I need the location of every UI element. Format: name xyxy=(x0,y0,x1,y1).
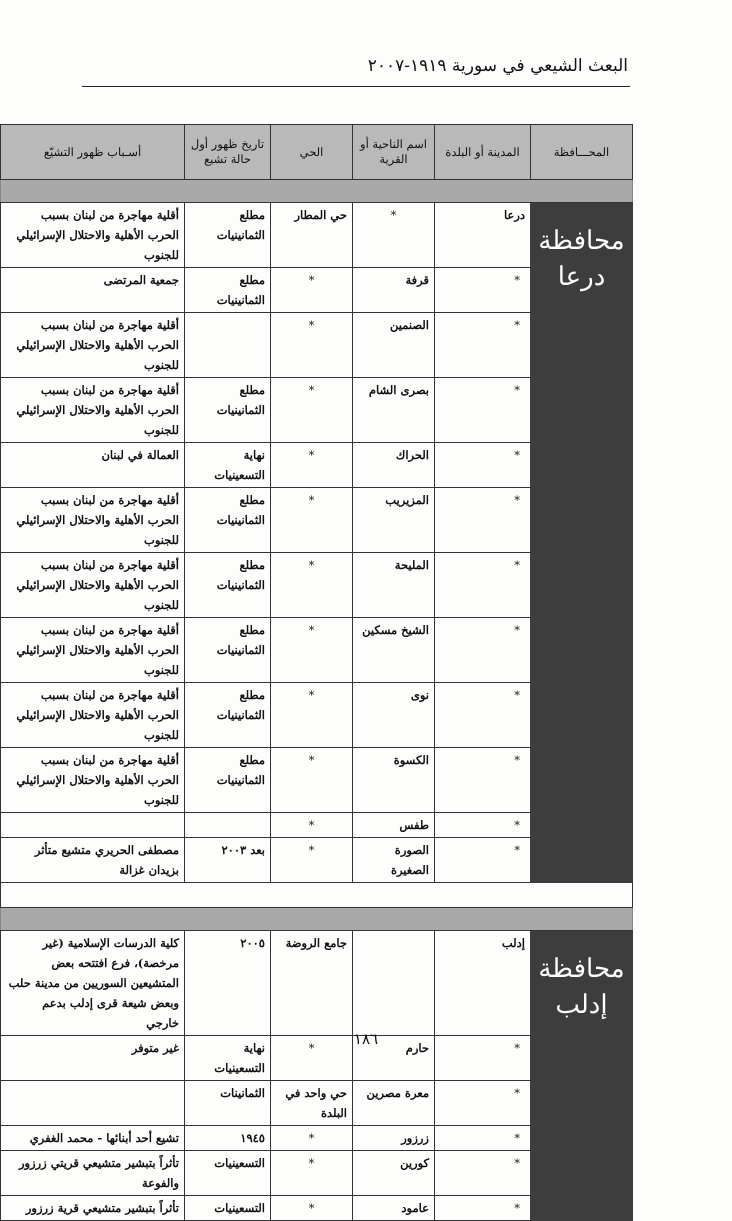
reasons-cell: كلية الدرسات الإسلامية (غير مرخصة)، فرع افتتحه بعض المتشيعين السوريين من مدينة حلب وبعض شيعة قرى إدلب بدعم خارجي xyxy=(1,931,185,1036)
date-cell: مطلع الثمانينيات xyxy=(185,378,271,443)
city-cell: * xyxy=(435,1081,531,1126)
date-cell: مطلع الثمانينيات xyxy=(185,553,271,618)
col-reasons: أسـباب ظهور التشيّع xyxy=(1,125,185,180)
city-cell: * xyxy=(435,748,531,813)
col-date: تاريخ ظهور أول حالة تشيع xyxy=(185,125,271,180)
gap-cell xyxy=(1,883,633,908)
city-cell: * xyxy=(435,488,531,553)
governorate-cell: محافظة درعا xyxy=(531,203,633,883)
group-separator-band xyxy=(1,908,633,931)
date-cell: بعد ٢٠٠٣ xyxy=(185,838,271,883)
village-cell: الشيخ مسكين xyxy=(353,618,435,683)
city-cell: * xyxy=(435,378,531,443)
city-cell: * xyxy=(435,1196,531,1221)
date-cell: مطلع الثمانينيات xyxy=(185,748,271,813)
col-city: المدينة أو البلدة xyxy=(435,125,531,180)
col-village: اسم الناحية أو القرية xyxy=(353,125,435,180)
date-cell: الثمانينات xyxy=(185,1081,271,1126)
village-cell: * xyxy=(353,203,435,268)
district-cell: * xyxy=(271,268,353,313)
village-cell: المزيريب xyxy=(353,488,435,553)
reasons-cell: أقلية مهاجرة من لبنان بسبب الحرب الأهلية والاحتلال الإسرائيلي للجنوب xyxy=(1,488,185,553)
governorate-cell: محافظة إدلب xyxy=(531,931,633,1221)
reasons-cell xyxy=(1,1081,185,1126)
reasons-cell: أقلية مهاجرة من لبنان بسبب الحرب الأهلية والاحتلال الإسرائيلي للجنوب xyxy=(1,618,185,683)
village-cell xyxy=(353,931,435,1036)
reasons-cell: تأثراً بتبشير متشيعي قريتي زرزور والفوعة xyxy=(1,1151,185,1196)
village-cell: قرفة xyxy=(353,268,435,313)
district-cell: * xyxy=(271,553,353,618)
header-rule xyxy=(82,86,630,87)
date-cell: مطلع الثمانينيات xyxy=(185,488,271,553)
village-cell: بصرى الشام xyxy=(353,378,435,443)
separator-cell xyxy=(1,180,633,203)
page-number: ١٨٦ xyxy=(353,1030,379,1048)
village-cell: عامود xyxy=(353,1196,435,1221)
city-cell: * xyxy=(435,553,531,618)
table-row xyxy=(1,931,633,1036)
date-cell: ١٩٤٥ xyxy=(185,1126,271,1151)
date-cell: مطلع الثمانينيات xyxy=(185,268,271,313)
city-cell: * xyxy=(435,1036,531,1081)
village-cell: كورين xyxy=(353,1151,435,1196)
separator-cell xyxy=(1,908,633,931)
shia-spread-table xyxy=(0,124,633,1221)
village-cell: طفس xyxy=(353,813,435,838)
city-cell: درعا xyxy=(435,203,531,268)
district-cell: * xyxy=(271,313,353,378)
date-cell xyxy=(185,313,271,378)
date-cell: مطلع الثمانينيات xyxy=(185,683,271,748)
city-cell: * xyxy=(435,268,531,313)
table-header-row xyxy=(1,125,633,180)
reasons-cell: أقلية مهاجرة من لبنان بسبب الحرب الأهلية والاحتلال الإسرائيلي للجنوب xyxy=(1,378,185,443)
date-cell: التسعينيات xyxy=(185,1196,271,1221)
reasons-cell: غير متوفر xyxy=(1,1036,185,1081)
village-cell: حارم xyxy=(353,1036,435,1081)
district-cell: * xyxy=(271,618,353,683)
date-cell: مطلع الثمانينيات xyxy=(185,618,271,683)
table-body xyxy=(1,180,633,1221)
district-cell: حي المطار xyxy=(271,203,353,268)
col-district: الحي xyxy=(271,125,353,180)
reasons-cell: أقلية مهاجرة من لبنان بسبب الحرب الأهلية والاحتلال الإسرائيلي للجنوب xyxy=(1,553,185,618)
city-cell: * xyxy=(435,313,531,378)
district-cell: * xyxy=(271,1151,353,1196)
reasons-cell: أقلية مهاجرة من لبنان بسبب الحرب الأهلية والاحتلال الإسرائيلي للجنوب xyxy=(1,203,185,268)
date-cell: ٢٠٠٥ xyxy=(185,931,271,1036)
city-cell: * xyxy=(435,443,531,488)
district-cell: * xyxy=(271,443,353,488)
village-cell: نوى xyxy=(353,683,435,748)
city-cell: * xyxy=(435,683,531,748)
group-separator-band xyxy=(1,180,633,203)
col-governorate: المحـــافظة xyxy=(531,125,633,180)
date-cell: مطلع الثمانينيات xyxy=(185,203,271,268)
running-head-title: البعث الشيعي في سورية ١٩١٩-٢٠٠٧ xyxy=(367,56,628,76)
table-row xyxy=(1,203,633,268)
village-cell: الكسوة xyxy=(353,748,435,813)
date-cell: التسعينيات xyxy=(185,1151,271,1196)
district-cell: جامع الروضة xyxy=(271,931,353,1036)
village-cell: زرزور xyxy=(353,1126,435,1151)
reasons-cell: تأثراً بتبشير متشيعي قرية زرزور xyxy=(1,1196,185,1221)
city-cell: * xyxy=(435,813,531,838)
city-cell: * xyxy=(435,1151,531,1196)
reasons-cell: العمالة في لبنان xyxy=(1,443,185,488)
district-cell: * xyxy=(271,1036,353,1081)
village-cell: الصنمين xyxy=(353,313,435,378)
group-gap xyxy=(1,883,633,908)
date-cell: نهاية التسعينيات xyxy=(185,1036,271,1081)
village-cell: المليحة xyxy=(353,553,435,618)
city-cell: * xyxy=(435,838,531,883)
district-cell: * xyxy=(271,683,353,748)
reasons-cell xyxy=(1,813,185,838)
reasons-cell: مصطفى الحريري متشيع متأثر بزيدان غزالة xyxy=(1,838,185,883)
reasons-cell: أقلية مهاجرة من لبنان بسبب الحرب الأهلية والاحتلال الإسرائيلي للجنوب xyxy=(1,683,185,748)
reasons-cell: أقلية مهاجرة من لبنان بسبب الحرب الأهلية والاحتلال الإسرائيلي للجنوب xyxy=(1,313,185,378)
village-cell: معرة مصرين xyxy=(353,1081,435,1126)
reasons-cell: أقلية مهاجرة من لبنان بسبب الحرب الأهلية والاحتلال الإسرائيلي للجنوب xyxy=(1,748,185,813)
village-cell: الصورة الصغيرة xyxy=(353,838,435,883)
district-cell: * xyxy=(271,813,353,838)
district-cell: * xyxy=(271,378,353,443)
date-cell: نهاية التسعينيات xyxy=(185,443,271,488)
district-cell: * xyxy=(271,488,353,553)
district-cell: حي واحد في البلدة xyxy=(271,1081,353,1126)
district-cell: * xyxy=(271,838,353,883)
date-cell xyxy=(185,813,271,838)
district-cell: * xyxy=(271,1126,353,1151)
city-cell: * xyxy=(435,1126,531,1151)
village-cell: الحراك xyxy=(353,443,435,488)
district-cell: * xyxy=(271,748,353,813)
shia-spread-table-container xyxy=(0,124,632,1221)
reasons-cell: تشيع أحد أبنائها - محمد الغفري xyxy=(1,1126,185,1151)
district-cell: * xyxy=(271,1196,353,1221)
reasons-cell: جمعية المرتضى xyxy=(1,268,185,313)
city-cell: إدلب xyxy=(435,931,531,1036)
city-cell: * xyxy=(435,618,531,683)
